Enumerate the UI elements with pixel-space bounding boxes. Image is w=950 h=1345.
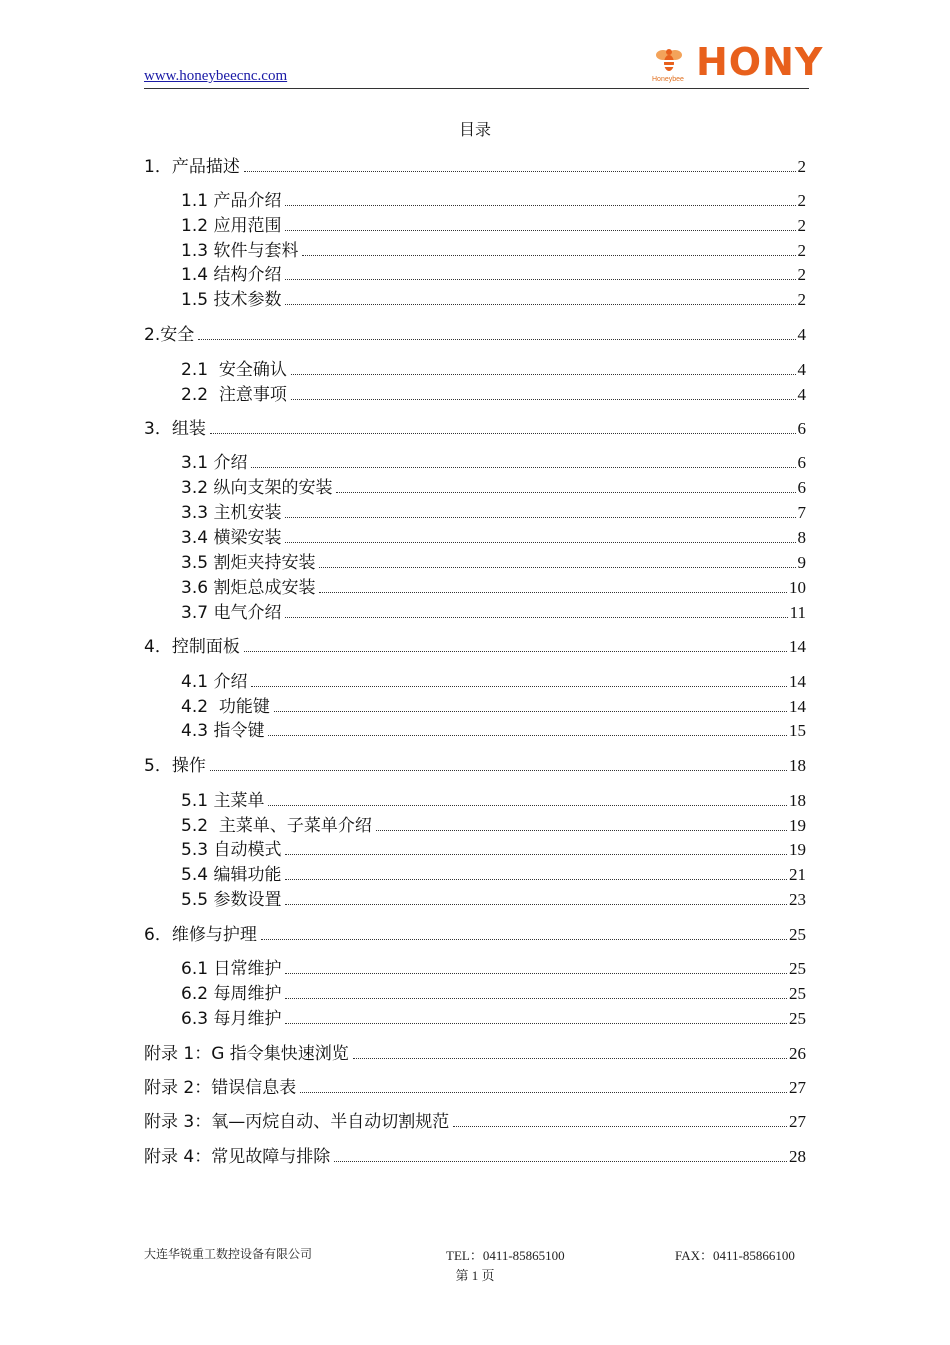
- toc-leader-dots: [285, 879, 787, 880]
- toc-entry-page: 4: [797, 360, 806, 379]
- toc-entry[interactable]: [144, 1039, 806, 1064]
- toc-leader-dots: [302, 255, 795, 256]
- toc-entry[interactable]: [181, 186, 806, 211]
- toc-leader-dots: [291, 374, 796, 375]
- toc-entry[interactable]: [181, 285, 806, 310]
- toc-entry[interactable]: [181, 692, 806, 717]
- toc-entry[interactable]: [181, 860, 806, 885]
- toc-entry-label: 附录 2：错误信息表: [144, 1078, 297, 1098]
- toc-entry[interactable]: [181, 811, 806, 836]
- toc-entry-label: 5.1 主菜单: [181, 791, 265, 811]
- company-logo: [652, 40, 824, 88]
- toc-entry[interactable]: [144, 152, 806, 177]
- toc-leader-dots: [285, 904, 787, 905]
- toc-entry-page: 2: [797, 290, 806, 309]
- toc-entry-label: 3.4 横梁安装: [181, 528, 282, 548]
- toc-leader-dots: [285, 279, 795, 280]
- toc-leader-dots: [285, 998, 787, 999]
- toc-leader-dots: [285, 854, 787, 855]
- toc-leader-dots: [291, 399, 796, 400]
- toc-entry[interactable]: [181, 260, 806, 285]
- toc-entry[interactable]: [181, 523, 806, 548]
- toc-entry-label: 1．产品描述: [144, 157, 240, 177]
- toc-entry-label: 1.3 软件与套料: [181, 241, 299, 261]
- toc-entry-label: 3.1 介绍: [181, 453, 248, 473]
- toc-leader-dots: [210, 770, 787, 771]
- toc-entry-label: 6．维修与护理: [144, 925, 257, 945]
- toc-leader-dots: [300, 1092, 787, 1093]
- toc-entry-page: 27: [789, 1078, 806, 1097]
- toc-entry-page: 18: [789, 756, 806, 775]
- toc-entry-page: 11: [789, 603, 806, 622]
- toc-entry[interactable]: [181, 355, 806, 380]
- toc-entry-label: 3.2 纵向支架的安装: [181, 478, 333, 498]
- toc-entry-page: 6: [797, 419, 806, 438]
- toc-entry[interactable]: [144, 414, 806, 439]
- toc-entry-page: 2: [797, 216, 806, 235]
- toc-entry[interactable]: [144, 1142, 806, 1167]
- toc-entry[interactable]: [181, 716, 806, 741]
- toc-entry-page: 8: [797, 528, 806, 547]
- toc-entry-label: 5．操作: [144, 756, 206, 776]
- toc-leader-dots: [268, 735, 787, 736]
- toc-entry-label: 5.4 编辑功能: [181, 865, 282, 885]
- toc-entry-page: 14: [789, 697, 806, 716]
- toc-entry-label: 2.安全: [144, 325, 195, 345]
- toc-entry[interactable]: [181, 498, 806, 523]
- toc-entry-label: 1.2 应用范围: [181, 216, 282, 236]
- toc-entry[interactable]: [181, 667, 806, 692]
- toc-entry-page: 6: [797, 478, 806, 497]
- toc-entry-page: 27: [789, 1112, 806, 1131]
- toc-entry-page: 14: [789, 672, 806, 691]
- toc-entry-label: 附录 1：G 指令集快速浏览: [144, 1044, 349, 1064]
- footer-fax: FAX：0411-85866100: [675, 1248, 795, 1263]
- toc-entry[interactable]: [181, 885, 806, 910]
- toc-leader-dots: [251, 686, 787, 687]
- toc-leader-dots: [251, 467, 795, 468]
- toc-entry-label: 2.1 安全确认: [181, 360, 287, 380]
- footer-tel: TEL：0411-85865100: [446, 1248, 565, 1263]
- toc-entry[interactable]: [144, 1073, 806, 1098]
- header-divider: [144, 88, 809, 89]
- toc-entry[interactable]: [181, 473, 806, 498]
- toc-entry-label: 6.2 每周维护: [181, 984, 282, 1004]
- toc-entry-page: 2: [797, 157, 806, 176]
- toc-entry-page: 2: [797, 191, 806, 210]
- toc-leader-dots: [244, 171, 796, 172]
- toc-entry[interactable]: [144, 1107, 806, 1132]
- toc-entry-page: 6: [797, 453, 806, 472]
- toc-entry[interactable]: [144, 920, 806, 945]
- toc-entry-page: 10: [789, 578, 806, 597]
- toc-entry[interactable]: [181, 598, 806, 623]
- toc-entry[interactable]: [181, 380, 806, 405]
- toc-entry-page: 4: [797, 325, 806, 344]
- toc-entry-page: 7: [797, 503, 806, 522]
- toc-entry-page: 19: [789, 840, 806, 859]
- toc-entry-page: 2: [797, 265, 806, 284]
- page-number: 第 1 页: [455, 1268, 495, 1283]
- toc-leader-dots: [334, 1161, 787, 1162]
- toc-leader-dots: [285, 517, 795, 518]
- toc-entry[interactable]: [181, 448, 806, 473]
- toc-leader-dots: [285, 205, 795, 206]
- toc-entry-label: 6.1 日常维护: [181, 959, 282, 979]
- toc-entry[interactable]: [181, 211, 806, 236]
- toc-entry-page: 18: [789, 791, 806, 810]
- toc-entry[interactable]: [181, 954, 806, 979]
- toc-entry-page: 25: [789, 959, 806, 978]
- toc-entry-page: 2: [797, 241, 806, 260]
- toc-leader-dots: [285, 304, 795, 305]
- toc-title: 目录: [458, 120, 491, 139]
- toc-entry[interactable]: [181, 1004, 806, 1029]
- toc-entry-label: 3.6 割炬总成安装: [181, 578, 316, 598]
- toc-leader-dots: [376, 830, 787, 831]
- toc-entry-label: 3.3 主机安装: [181, 503, 282, 523]
- toc-entry-label: 5.5 参数设置: [181, 890, 282, 910]
- toc-entry[interactable]: [144, 320, 806, 345]
- bee-icon: [654, 44, 684, 74]
- toc-entry-label: 1.4 结构介绍: [181, 265, 282, 285]
- toc-entry-page: 15: [789, 721, 806, 740]
- toc-leader-dots: [453, 1126, 787, 1127]
- toc-entry[interactable]: [144, 751, 806, 776]
- toc-entry-page: 28: [789, 1147, 806, 1166]
- toc-entry-label: 4.1 介绍: [181, 672, 248, 692]
- toc-entry-page: 26: [789, 1044, 806, 1063]
- toc-leader-dots: [285, 230, 795, 231]
- toc-entry-label: 2.2 注意事项: [181, 385, 287, 405]
- footer-company: 大连华锐重工数控设备有限公司: [144, 1247, 313, 1261]
- toc-entry-page: 25: [789, 984, 806, 1003]
- website-link[interactable]: www.honeybeecnc.com: [144, 68, 288, 84]
- toc-leader-dots: [261, 939, 787, 940]
- toc-entry-page: 9: [797, 553, 806, 572]
- toc-entry-page: 19: [789, 816, 806, 835]
- toc-entry[interactable]: [181, 786, 806, 811]
- toc-leader-dots: [244, 651, 787, 652]
- toc-entry[interactable]: [181, 573, 806, 598]
- toc-entry[interactable]: [181, 835, 806, 860]
- toc-entry-page: 25: [789, 925, 806, 944]
- toc-leader-dots: [285, 1023, 787, 1024]
- toc-leader-dots: [285, 973, 787, 974]
- toc-entry-page: 23: [789, 890, 806, 909]
- toc-entry-label: 3.5 割炬夹持安装: [181, 553, 316, 573]
- toc-entry-page: 14: [789, 637, 806, 656]
- toc-entry-page: 4: [797, 385, 806, 404]
- toc-entry[interactable]: [181, 979, 806, 1004]
- toc-entry[interactable]: [144, 632, 806, 657]
- toc-leader-dots: [336, 492, 795, 493]
- toc-entry-label: 5.3 自动模式: [181, 840, 282, 860]
- logo-small-text: Honeybee: [652, 76, 684, 83]
- toc-entry-label: 4.3 指令键: [181, 721, 265, 741]
- toc-entry-label: 5.2 主菜单、子菜单介绍: [181, 816, 372, 836]
- toc-leader-dots: [210, 433, 796, 434]
- toc-entry-page: 25: [789, 1009, 806, 1028]
- toc-entry[interactable]: [181, 236, 806, 261]
- toc-entry-label: 6.3 每月维护: [181, 1009, 282, 1029]
- toc-leader-dots: [285, 617, 787, 618]
- toc-entry-label: 1.5 技术参数: [181, 290, 282, 310]
- toc-entry-label: 附录 4：常见故障与排除: [144, 1147, 331, 1167]
- toc-entry-label: 4．控制面板: [144, 637, 240, 657]
- toc-leader-dots: [319, 567, 795, 568]
- toc-entry-label: 3．组装: [144, 419, 206, 439]
- toc-entry-label: 3.7 电气介绍: [181, 603, 282, 623]
- toc-leader-dots: [353, 1058, 787, 1059]
- toc-entry-page: 21: [789, 865, 806, 884]
- logo-text: HONY: [696, 40, 824, 84]
- toc-entry-label: 4.2 功能键: [181, 697, 270, 717]
- toc-leader-dots: [285, 542, 795, 543]
- toc-entry[interactable]: [181, 548, 806, 573]
- toc-leader-dots: [198, 339, 795, 340]
- toc-leader-dots: [319, 592, 787, 593]
- toc-leader-dots: [268, 805, 787, 806]
- toc-entry-label: 附录 3：氧—丙烷自动、半自动切割规范: [144, 1112, 450, 1132]
- toc-leader-dots: [274, 711, 787, 712]
- toc-entry-label: 1.1 产品介绍: [181, 191, 282, 211]
